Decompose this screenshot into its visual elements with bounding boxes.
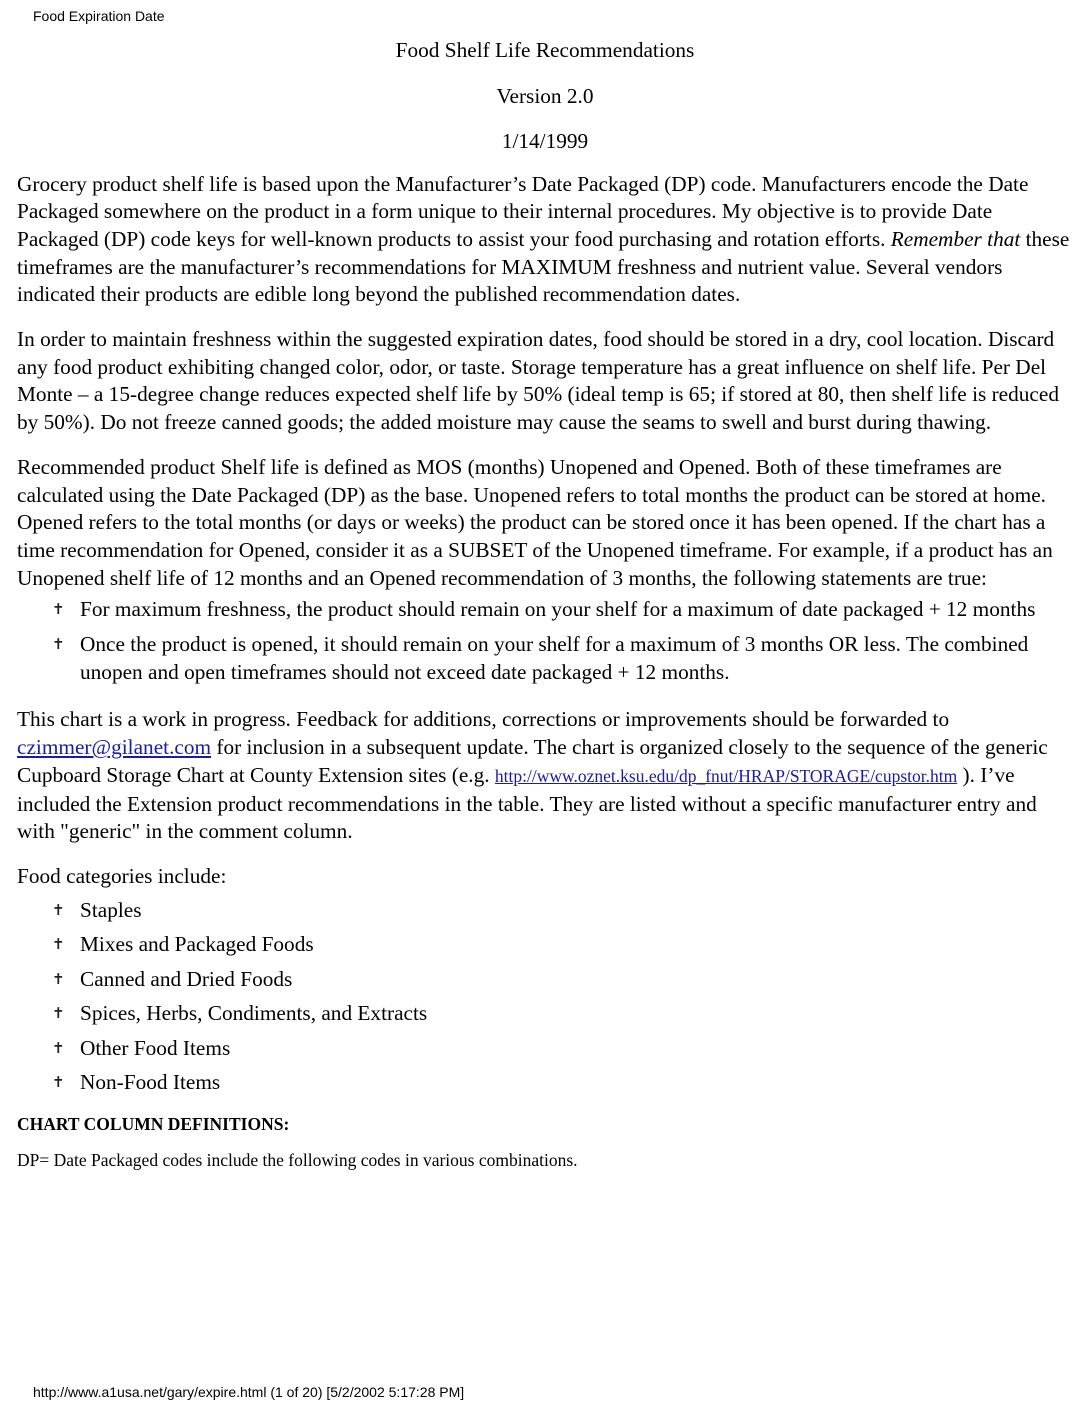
emphasis-text: Remember that — [890, 226, 1021, 251]
intro-paragraph: Grocery product shelf life is based upon the Manufacturer’s Date Packaged (DP) code. Manufacturers encode the Date Packaged somewhere on the product in a form unique to their internal procedures. My objective is to provide Date Packaged (DP) code keys for well-known products to assist your food purchasing and rotation efforts. Remember that these timeframes are the manufacturer’s recommendations for MAXIMUM freshness and nutrient value. Several vendors indicated their products are edible long beyond the published recommendation dates. — [17, 171, 1070, 307]
cross-bullet-icon: ✝ — [52, 1040, 65, 1057]
document-version: Version 2.0 — [496, 83, 594, 108]
page-footer: http://www.a1usa.net/gary/expire.html (1 of 20) [5/2/2002 5:17:28 PM] — [33, 1384, 465, 1400]
cross-bullet-icon: ✝ — [52, 1006, 65, 1023]
cross-bullet-icon: ✝ — [52, 902, 65, 919]
list-item: ✝ Other Food Items — [17, 1035, 1073, 1063]
list-item: ✝ For maximum freshness, the product should remain on your shelf for a maximum of date packaged + 12 months — [17, 596, 1073, 624]
list-item: ✝ Staples — [17, 897, 1073, 925]
list-item: ✝ Non-Food Items — [17, 1069, 1073, 1097]
dp-definition: DP= Date Packaged codes include the following codes in various combinations. — [17, 1149, 578, 1170]
categories-intro: Food categories include: — [17, 863, 227, 888]
cross-bullet-icon: ✝ — [52, 971, 65, 988]
list-item: ✝ Mixes and Packaged Foods — [17, 931, 1073, 959]
document-title: Food Shelf Life Recommendations — [395, 38, 695, 62]
email-link[interactable]: czimmer@gilanet.com — [17, 735, 212, 760]
food-categories-list — [17, 897, 1073, 1097]
shelf-life-definition-paragraph: Recommended product Shelf life is defined as MOS (months) Unopened and Opened. Both of these timeframes are calculated using the Date Packaged (DP) as the base. Unopened refers to total months the product can be stored at home. Opened refers to the total months (or days or weeks) the product can be stored once it has been opened. If the chart has a time recommendation for Opened, consider it as a SUBSET of the Unopened timeframe. For example, if a product has an Unopened shelf life of 12 months and an Opened recommendation of 3 months, the following statements are true: — [17, 454, 1053, 590]
statements-list — [17, 596, 1073, 686]
extension-url-link[interactable]: http://www.oznet.ksu.edu/dp_fnut/HRAP/STORAGE/cupstor.htm — [494, 765, 958, 786]
document-body — [17, 34, 1073, 1171]
page-header: Food Expiration Date — [33, 8, 165, 24]
chart-definitions-heading: CHART COLUMN DEFINITIONS: — [17, 1113, 290, 1134]
feedback-paragraph: This chart is a work in progress. Feedback for additions, corrections or improvements should be forwarded to czimmer@gilanet.com for inclusion in a subsequent update. The chart is organized closely to the sequence of the generic Cupboard Storage Chart at County Extension sites (e.g. http://www.oznet.ksu.edu/dp_fnut/HRAP/STORAGE/cupstor.htm ). I’ve included the Extension product recommendations in the table. They are listed without a specific manufacturer entry and with "generic" in the comment column. — [17, 707, 1048, 844]
storage-paragraph: In order to maintain freshness within the suggested expiration dates, food should be stored in a dry, cool location. Discard any food product exhibiting changed color, odor, or taste. Storage temperature has a great influence on shelf life. Per Del Monte – a 15-degree change reduces expected shelf life by 50% (ideal temp is 65; if stored at 80, then shelf life is reduced by 50%). Do not freeze canned goods; the added moisture may cause the seams to swell and burst during thawing. — [17, 327, 1059, 435]
cross-bullet-icon: ✝ — [52, 1075, 65, 1092]
document-date: 1/14/1999 — [501, 129, 589, 153]
list-item: ✝ Once the product is opened, it should remain on your shelf for a maximum of 3 months OR less. The combined unopen and open timeframes should not exceed date packaged + 12 months. — [52, 632, 1029, 684]
list-item: ✝ Spices, Herbs, Condiments, and Extracts — [17, 1000, 1073, 1028]
cross-bullet-icon: ✝ — [52, 602, 65, 619]
cross-bullet-icon: ✝ — [52, 937, 65, 954]
list-item: ✝ Canned and Dried Foods — [17, 966, 1073, 994]
cross-bullet-icon: ✝ — [52, 637, 65, 654]
